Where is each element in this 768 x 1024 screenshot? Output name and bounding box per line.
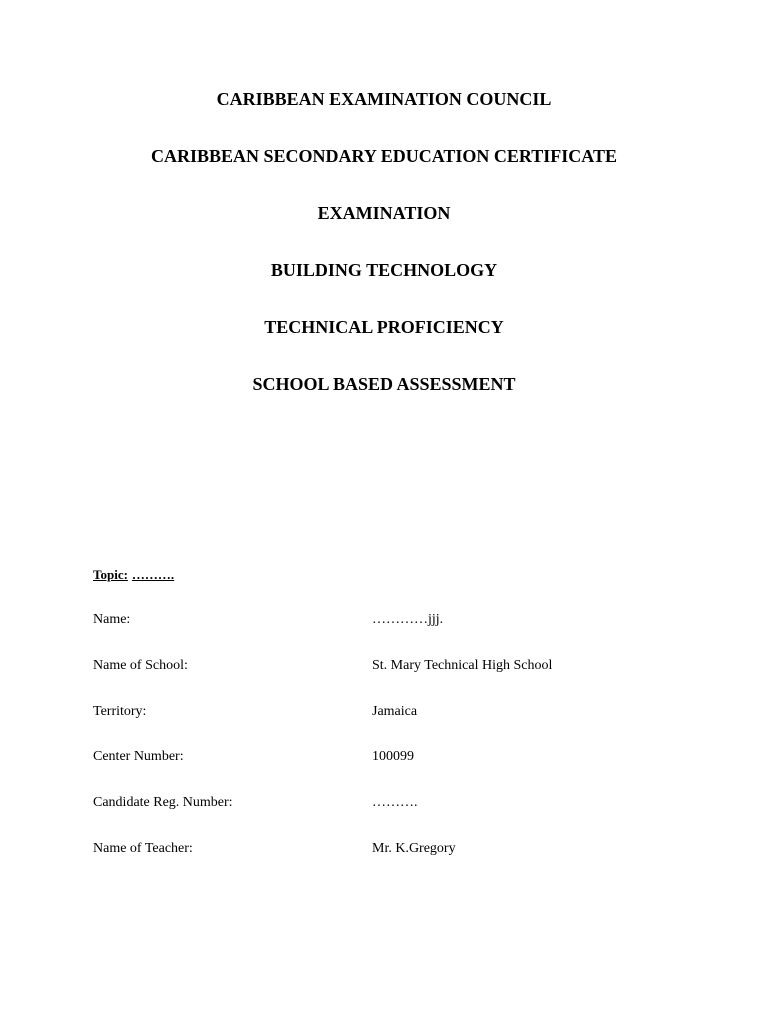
school-value: St. Mary Technical High School (372, 658, 553, 673)
topic-line (93, 566, 174, 583)
center-number-label: Center Number: (93, 749, 184, 764)
subject-heading: BUILDING TECHNOLOGY (270, 260, 498, 280)
field-row-center-number (93, 748, 693, 766)
school-label: Name of School: (93, 658, 188, 673)
name-label: Name: (93, 612, 131, 627)
field-row-school (93, 657, 693, 675)
name-value: …………jjj. (372, 612, 444, 627)
topic-label: Topic: (93, 567, 128, 582)
teacher-value: Mr. K.Gregory (372, 841, 456, 856)
teacher-label: Name of Teacher: (93, 841, 193, 856)
field-row-name (93, 611, 693, 629)
examination-heading: EXAMINATION (317, 203, 451, 223)
field-row-candidate-reg-number (93, 794, 693, 812)
field-row-territory (93, 703, 693, 721)
proficiency-heading: TECHNICAL PROFICIENCY (264, 317, 504, 337)
center-number-value: 100099 (372, 749, 414, 764)
candidate-reg-number-label: Candidate Reg. Number: (93, 795, 233, 810)
certificate-heading: CARIBBEAN SECONDARY EDUCATION CERTIFICATE (151, 146, 617, 166)
assessment-heading: SCHOOL BASED ASSESSMENT (252, 374, 516, 394)
field-row-teacher (93, 840, 693, 858)
territory-label: Territory: (93, 704, 147, 719)
topic-value: ………. (131, 567, 175, 582)
territory-value: Jamaica (372, 704, 418, 719)
council-heading: CARIBBEAN EXAMINATION COUNCIL (216, 89, 552, 109)
candidate-reg-number-value: ………. (372, 795, 418, 810)
